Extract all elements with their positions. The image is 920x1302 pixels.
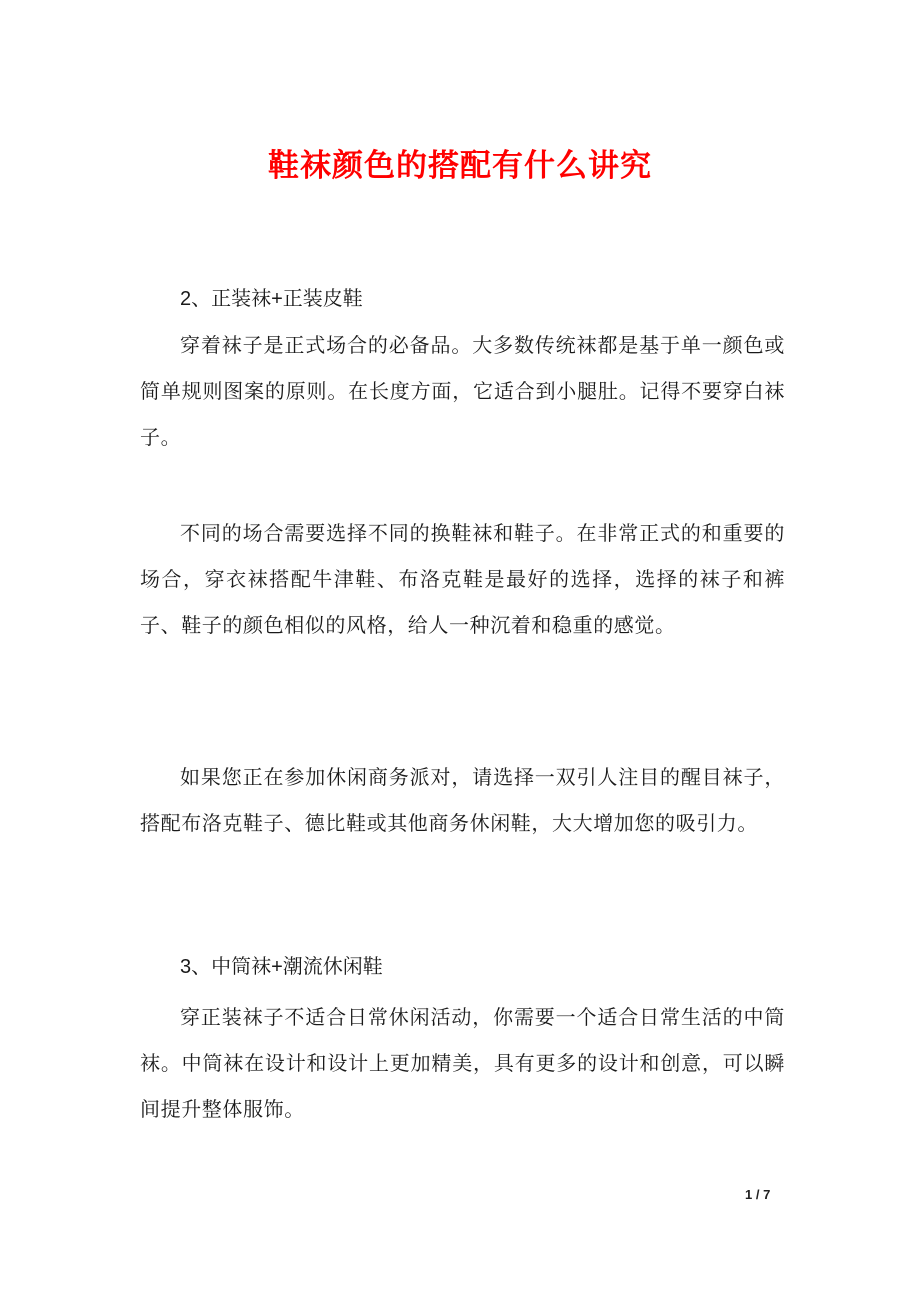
paragraph: 不同的场合需要选择不同的换鞋袜和鞋子。在非常正式的和重要的场合，穿衣袜搭配牛津鞋、布洛克鞋是最好的选择，选择的袜子和裤子、鞋子的颜色相似的风格，给人一种沉着和稳重的感觉。: [140, 521, 785, 637]
paragraph: 穿着袜子是正式场合的必备品。大多数传统袜都是基于单一颜色或简单规则图案的原则。在长度方面，它适合到小腿肚。记得不要穿白袜子。: [140, 333, 785, 449]
document-title: 鞋袜颜色的搭配有什么讲究: [268, 148, 652, 184]
paragraph: 如果您正在参加休闲商务派对，请选择一双引人注目的醒目袜子，搭配布洛克鞋子、德比鞋或其他商务休闲鞋，大大增加您的吸引力。: [140, 765, 785, 835]
paragraph: 穿正装袜子不适合日常休闲活动，你需要一个适合日常生活的中筒袜。中筒袜在设计和设计上更加精美，具有更多的设计和创意，可以瞬间提升整体服饰。: [140, 1005, 785, 1121]
section-heading: 2、正装袜+正装皮鞋: [180, 288, 363, 310]
page-number: 1 / 7: [745, 1187, 771, 1202]
section-heading: 3、中筒袜+潮流休闲鞋: [180, 956, 383, 978]
